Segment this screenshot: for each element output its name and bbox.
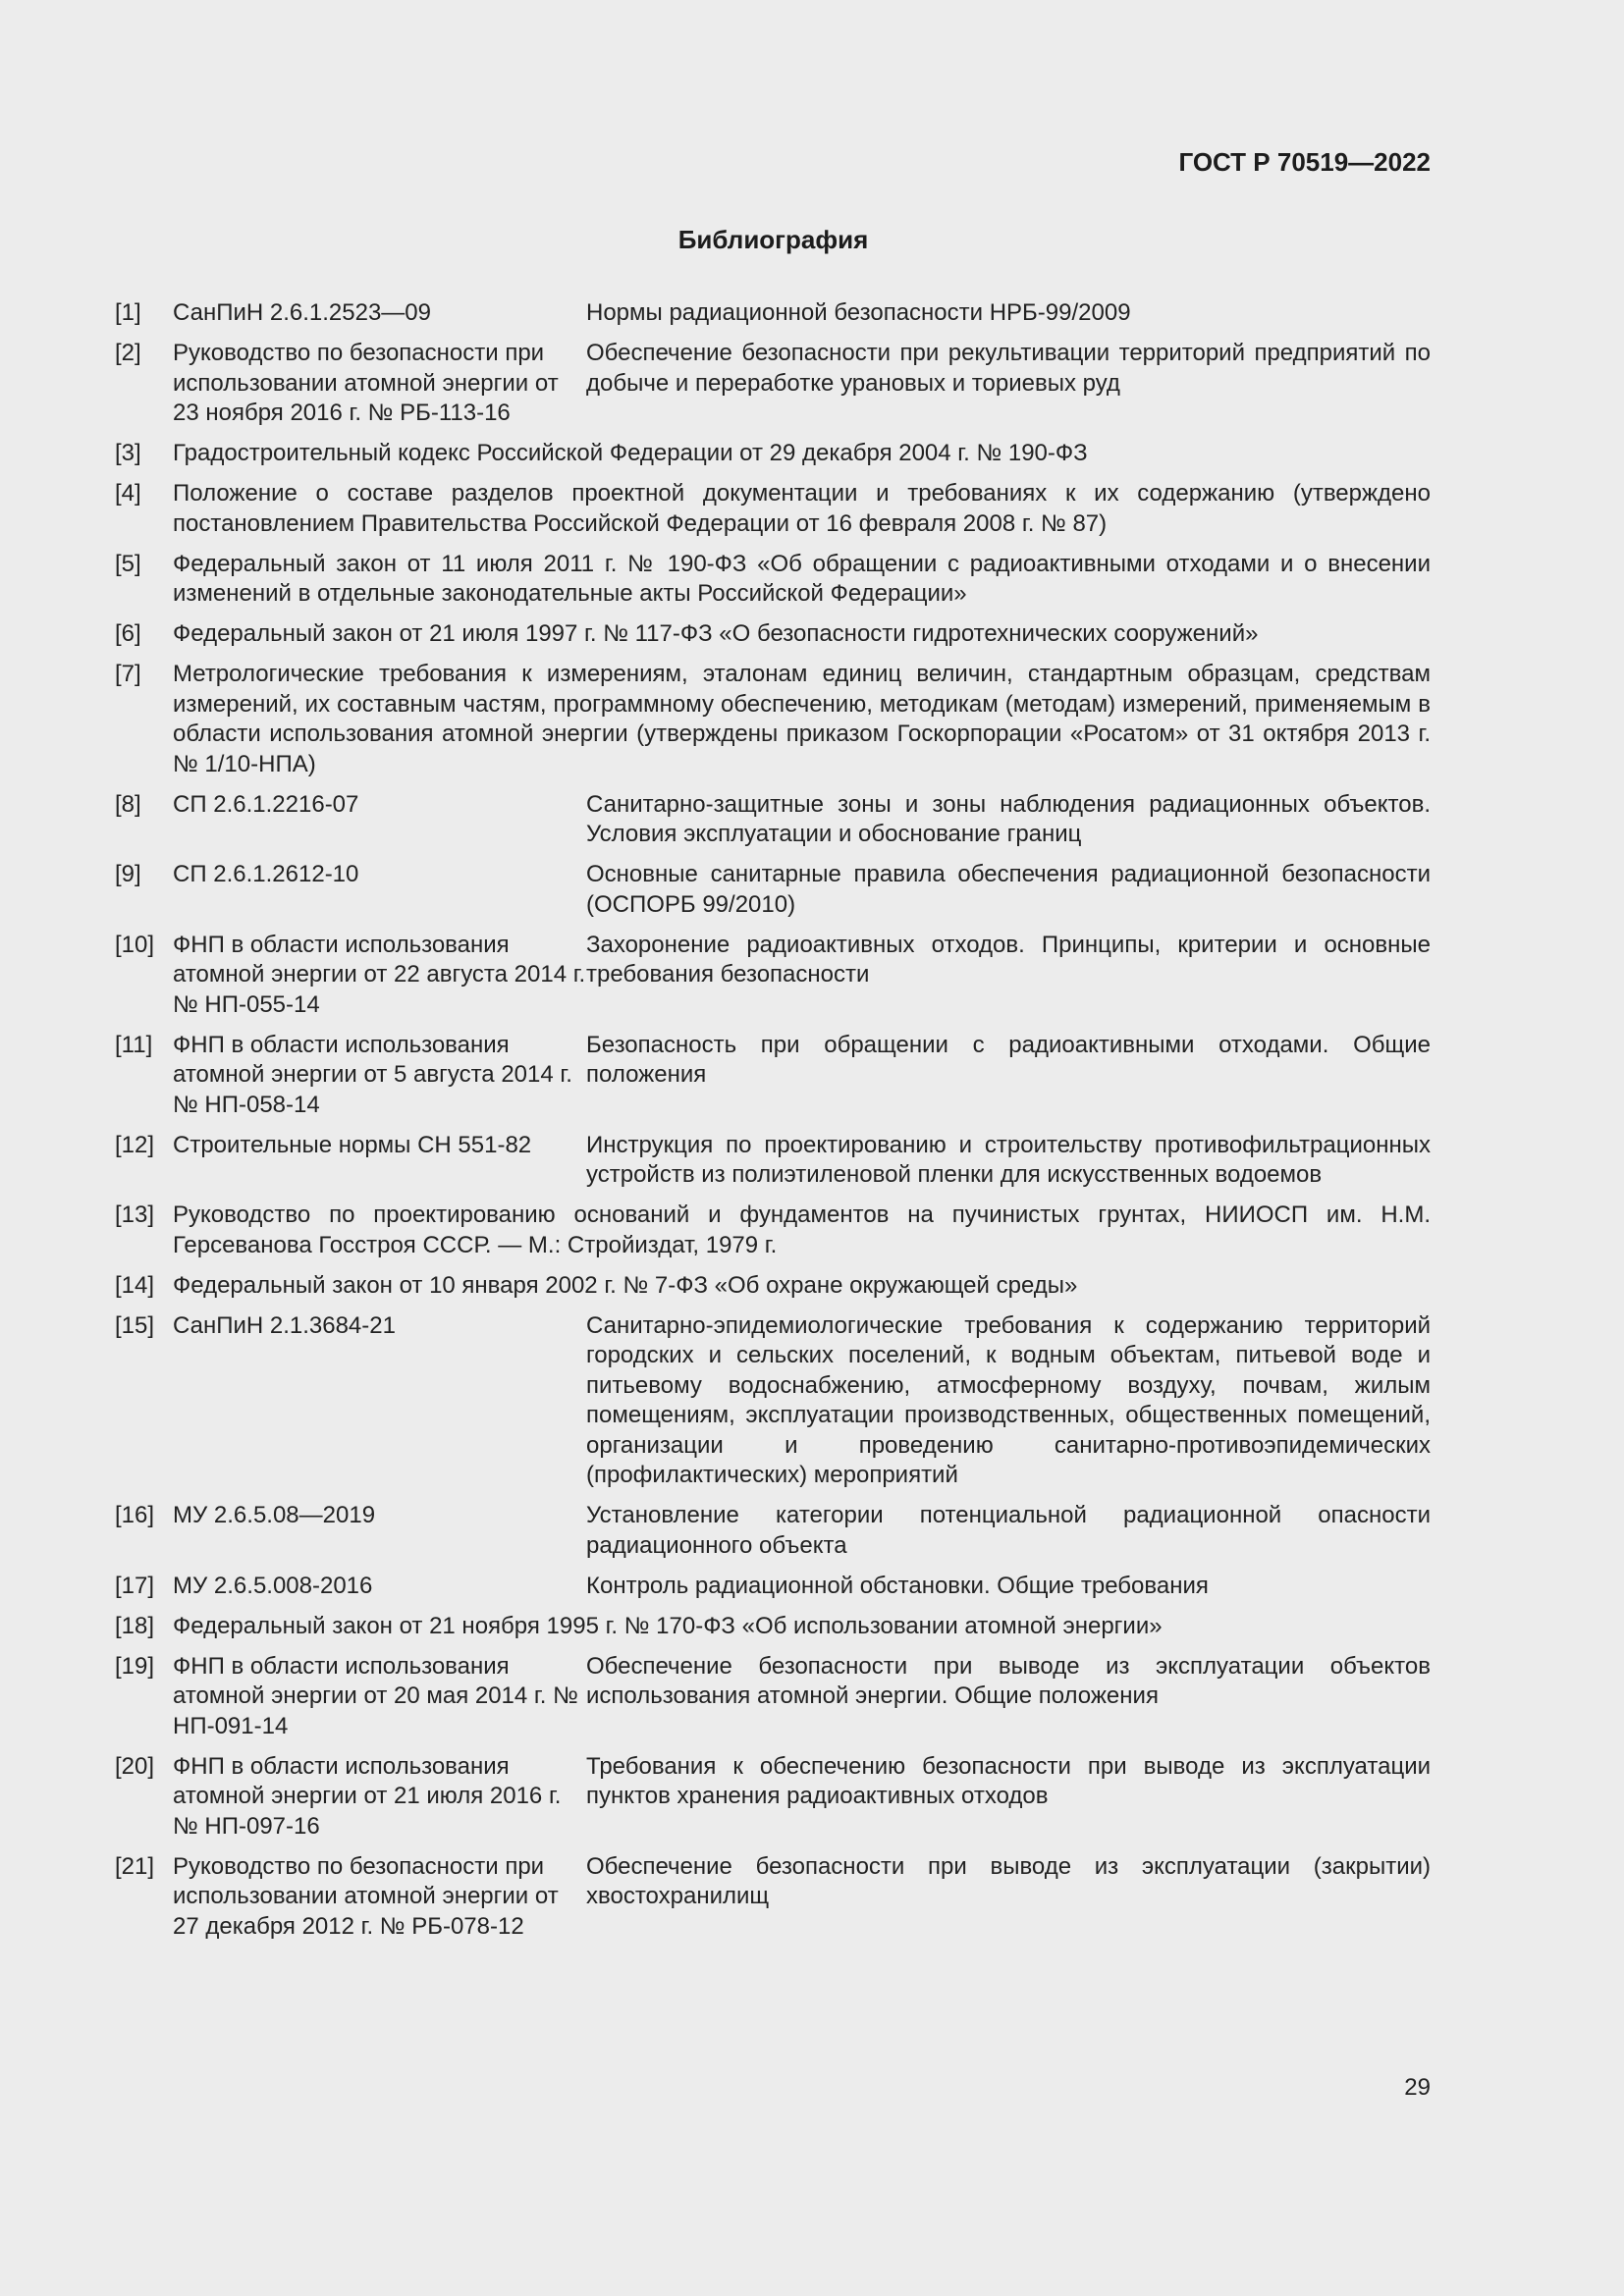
entry-description: Безопасность при обращении с радиоактивными отходами. Общие положения — [586, 1031, 1431, 1088]
bibliography-entry — [115, 550, 1431, 610]
entry-number: [4] — [115, 480, 141, 507]
entry-source: СП 2.6.1.2216-07 — [173, 790, 359, 818]
entry-full-text: Метрологические требования к измерениям, эталонам единиц величин, стандартным образцам, средствам измерений, их составным частям, программному обеспечению, методикам (методам) измерений, применяемым в области использования атомной энергии (утверждены приказом Госкорпорации «Росатом» от 31 октября 2013 г. № 1/10-НПА) — [173, 661, 1431, 777]
bibliography-entry — [115, 439, 1431, 469]
bibliography-entry — [115, 660, 1431, 779]
bibliography-entry — [115, 1131, 1431, 1191]
entry-number: [19] — [115, 1652, 155, 1680]
entry-description: Контроль радиационной обстановки. Общие требования — [586, 1572, 1209, 1599]
entry-full-text: Федеральный закон от 11 июля 2011 г. № 190-ФЗ «Об обращении с радиоактивными отходами и о внесении изменений в отдельные законодательные акты Российской Федерации» — [173, 550, 1431, 607]
entry-source: СанПиН 2.1.3684-21 — [173, 1311, 396, 1339]
entry-number: [20] — [115, 1752, 155, 1780]
bibliography-entry — [115, 339, 1431, 429]
entry-description: Санитарно-защитные зоны и зоны наблюдения радиационных объектов. Условия эксплуатации и обоснование границ — [586, 790, 1431, 847]
entry-number: [17] — [115, 1572, 155, 1599]
entry-number: [6] — [115, 620, 141, 647]
entry-number: [2] — [115, 340, 141, 366]
entry-description: Основные санитарные правила обеспечения радиационной безопасности (ОСПОРБ 99/2010) — [586, 861, 1431, 918]
entry-source: МУ 2.6.5.08—2019 — [173, 1502, 376, 1528]
entry-source: ФНП в области использования атомной энергии от 21 июля 2016 г. № НП-097-16 — [173, 1752, 562, 1840]
entry-source: ФНП в области использования атомной энергии от 20 мая 2014 г. № НП-091-14 — [173, 1652, 578, 1739]
entry-number: [16] — [115, 1502, 155, 1528]
entry-description: Нормы радиационной безопасности НРБ-99/2009 — [586, 299, 1131, 326]
entry-number: [12] — [115, 1131, 155, 1158]
entry-source: Строительные нормы СН 551-82 — [173, 1131, 532, 1158]
entry-number: [1] — [115, 299, 141, 326]
entry-number: [5] — [115, 550, 141, 577]
entry-description: Обеспечение безопасности при выводе из эксплуатации объектов использования атомной энергии. Общие положения — [586, 1652, 1431, 1709]
bibliography-entry — [115, 1852, 1431, 1943]
entry-source: Руководство по безопасности при использовании атомной энергии от 23 ноября 2016 г. № РБ-113-16 — [173, 340, 559, 426]
entry-number: [3] — [115, 440, 141, 466]
entry-description: Обеспечение безопасности при выводе из эксплуатации (закрытии) хвостохранилищ — [586, 1852, 1431, 1909]
entry-full-text: Градостроительный кодекс Российской Федерации от 29 декабря 2004 г. № 190-ФЗ — [173, 440, 1088, 466]
bibliography-entry — [115, 1652, 1431, 1742]
entry-source: ФНП в области использования атомной энергии от 5 августа 2014 г. № НП-058-14 — [173, 1031, 572, 1118]
entry-number: [7] — [115, 661, 141, 687]
entry-number: [8] — [115, 790, 141, 818]
bibliography-entry — [115, 1752, 1431, 1842]
entry-description: Установление категории потенциальной радиационной опасности радиационного объекта — [586, 1502, 1431, 1559]
bibliography-entry — [115, 298, 1431, 329]
entry-full-text: Федеральный закон от 21 июля 1997 г. № 117-ФЗ «О безопасности гидротехнических сооружений» — [173, 620, 1259, 647]
bibliography-entry — [115, 931, 1431, 1021]
page-number: 29 — [1404, 2074, 1431, 2101]
entry-source: Руководство по безопасности при использовании атомной энергии от 27 декабря 2012 г. № РБ-078-12 — [173, 1852, 559, 1940]
entry-full-text: Руководство по проектированию оснований и фундаментов на пучинистых грунтах, НИИОСП им. Н.М. Герсеванова Госстроя СССР. — М.: Стройиздат, 1979 г. — [173, 1201, 1431, 1258]
entry-source: СП 2.6.1.2612-10 — [173, 861, 359, 887]
bibliography-entry — [115, 1271, 1431, 1302]
entry-description: Обеспечение безопасности при рекультивации территорий предприятий по добыче и переработке урановых и ториевых руд — [586, 340, 1431, 397]
entry-source: ФНП в области использования атомной энергии от 22 августа 2014 г. № НП-055-14 — [173, 931, 586, 1018]
bibliography-entry — [115, 1031, 1431, 1121]
entry-source: СанПиН 2.6.1.2523—09 — [173, 299, 431, 326]
entry-source: МУ 2.6.5.008-2016 — [173, 1572, 373, 1599]
bibliography-entry — [115, 790, 1431, 850]
bibliography-entry — [115, 619, 1431, 650]
entry-description: Захоронение радиоактивных отходов. Принципы, критерии и основные требования безопасности — [586, 931, 1431, 988]
entry-number: [21] — [115, 1852, 155, 1880]
bibliography-entry — [115, 1501, 1431, 1561]
bibliography-entry — [115, 860, 1431, 920]
entry-number: [13] — [115, 1201, 155, 1228]
entry-number: [18] — [115, 1612, 155, 1639]
entry-full-text: Федеральный закон от 10 января 2002 г. № 7-ФЗ «Об охране окружающей среды» — [173, 1271, 1078, 1299]
entry-description: Санитарно-эпидемиологические требования к содержанию территорий городских и сельских поселений, к водным объектам, питьевой воде и питьевому водоснабжению, атмосферному воздуху, почвам, жилым помещениям, эксплуатации производственных, общественных помещений, организации и проведению санитарно-противоэпидемических (профилактических) мероприятий — [586, 1311, 1431, 1488]
entry-description: Требования к обеспечению безопасности при выводе из эксплуатации пунктов хранения радиоактивных отходов — [586, 1752, 1431, 1809]
bibliography-entry — [115, 479, 1431, 539]
entry-full-text: Федеральный закон от 21 ноября 1995 г. № 170-ФЗ «Об использовании атомной энергии» — [173, 1612, 1163, 1639]
entry-number: [15] — [115, 1311, 155, 1339]
bibliography-entry — [115, 1572, 1431, 1602]
bibliography-entry — [115, 1311, 1431, 1491]
entry-full-text: Положение о составе разделов проектной документации и требованиях к их содержанию (утверждено постановлением Правительства Российской Федерации от 16 февраля 2008 г. № 87) — [173, 480, 1431, 537]
entry-number: [14] — [115, 1271, 155, 1299]
entry-number: [11] — [115, 1031, 153, 1058]
bibliography-entry — [115, 1201, 1431, 1260]
bibliography-list — [115, 298, 1431, 1952]
entry-description: Инструкция по проектированию и строительству противофильтрационных устройств из полиэтиленовой пленки для искусственных водоемов — [586, 1131, 1431, 1188]
document-code: ГОСТ Р 70519—2022 — [1178, 147, 1431, 177]
entry-number: [9] — [115, 861, 141, 887]
page-title: Библиография — [677, 225, 869, 254]
entry-number: [10] — [115, 931, 155, 958]
bibliography-entry — [115, 1612, 1431, 1642]
